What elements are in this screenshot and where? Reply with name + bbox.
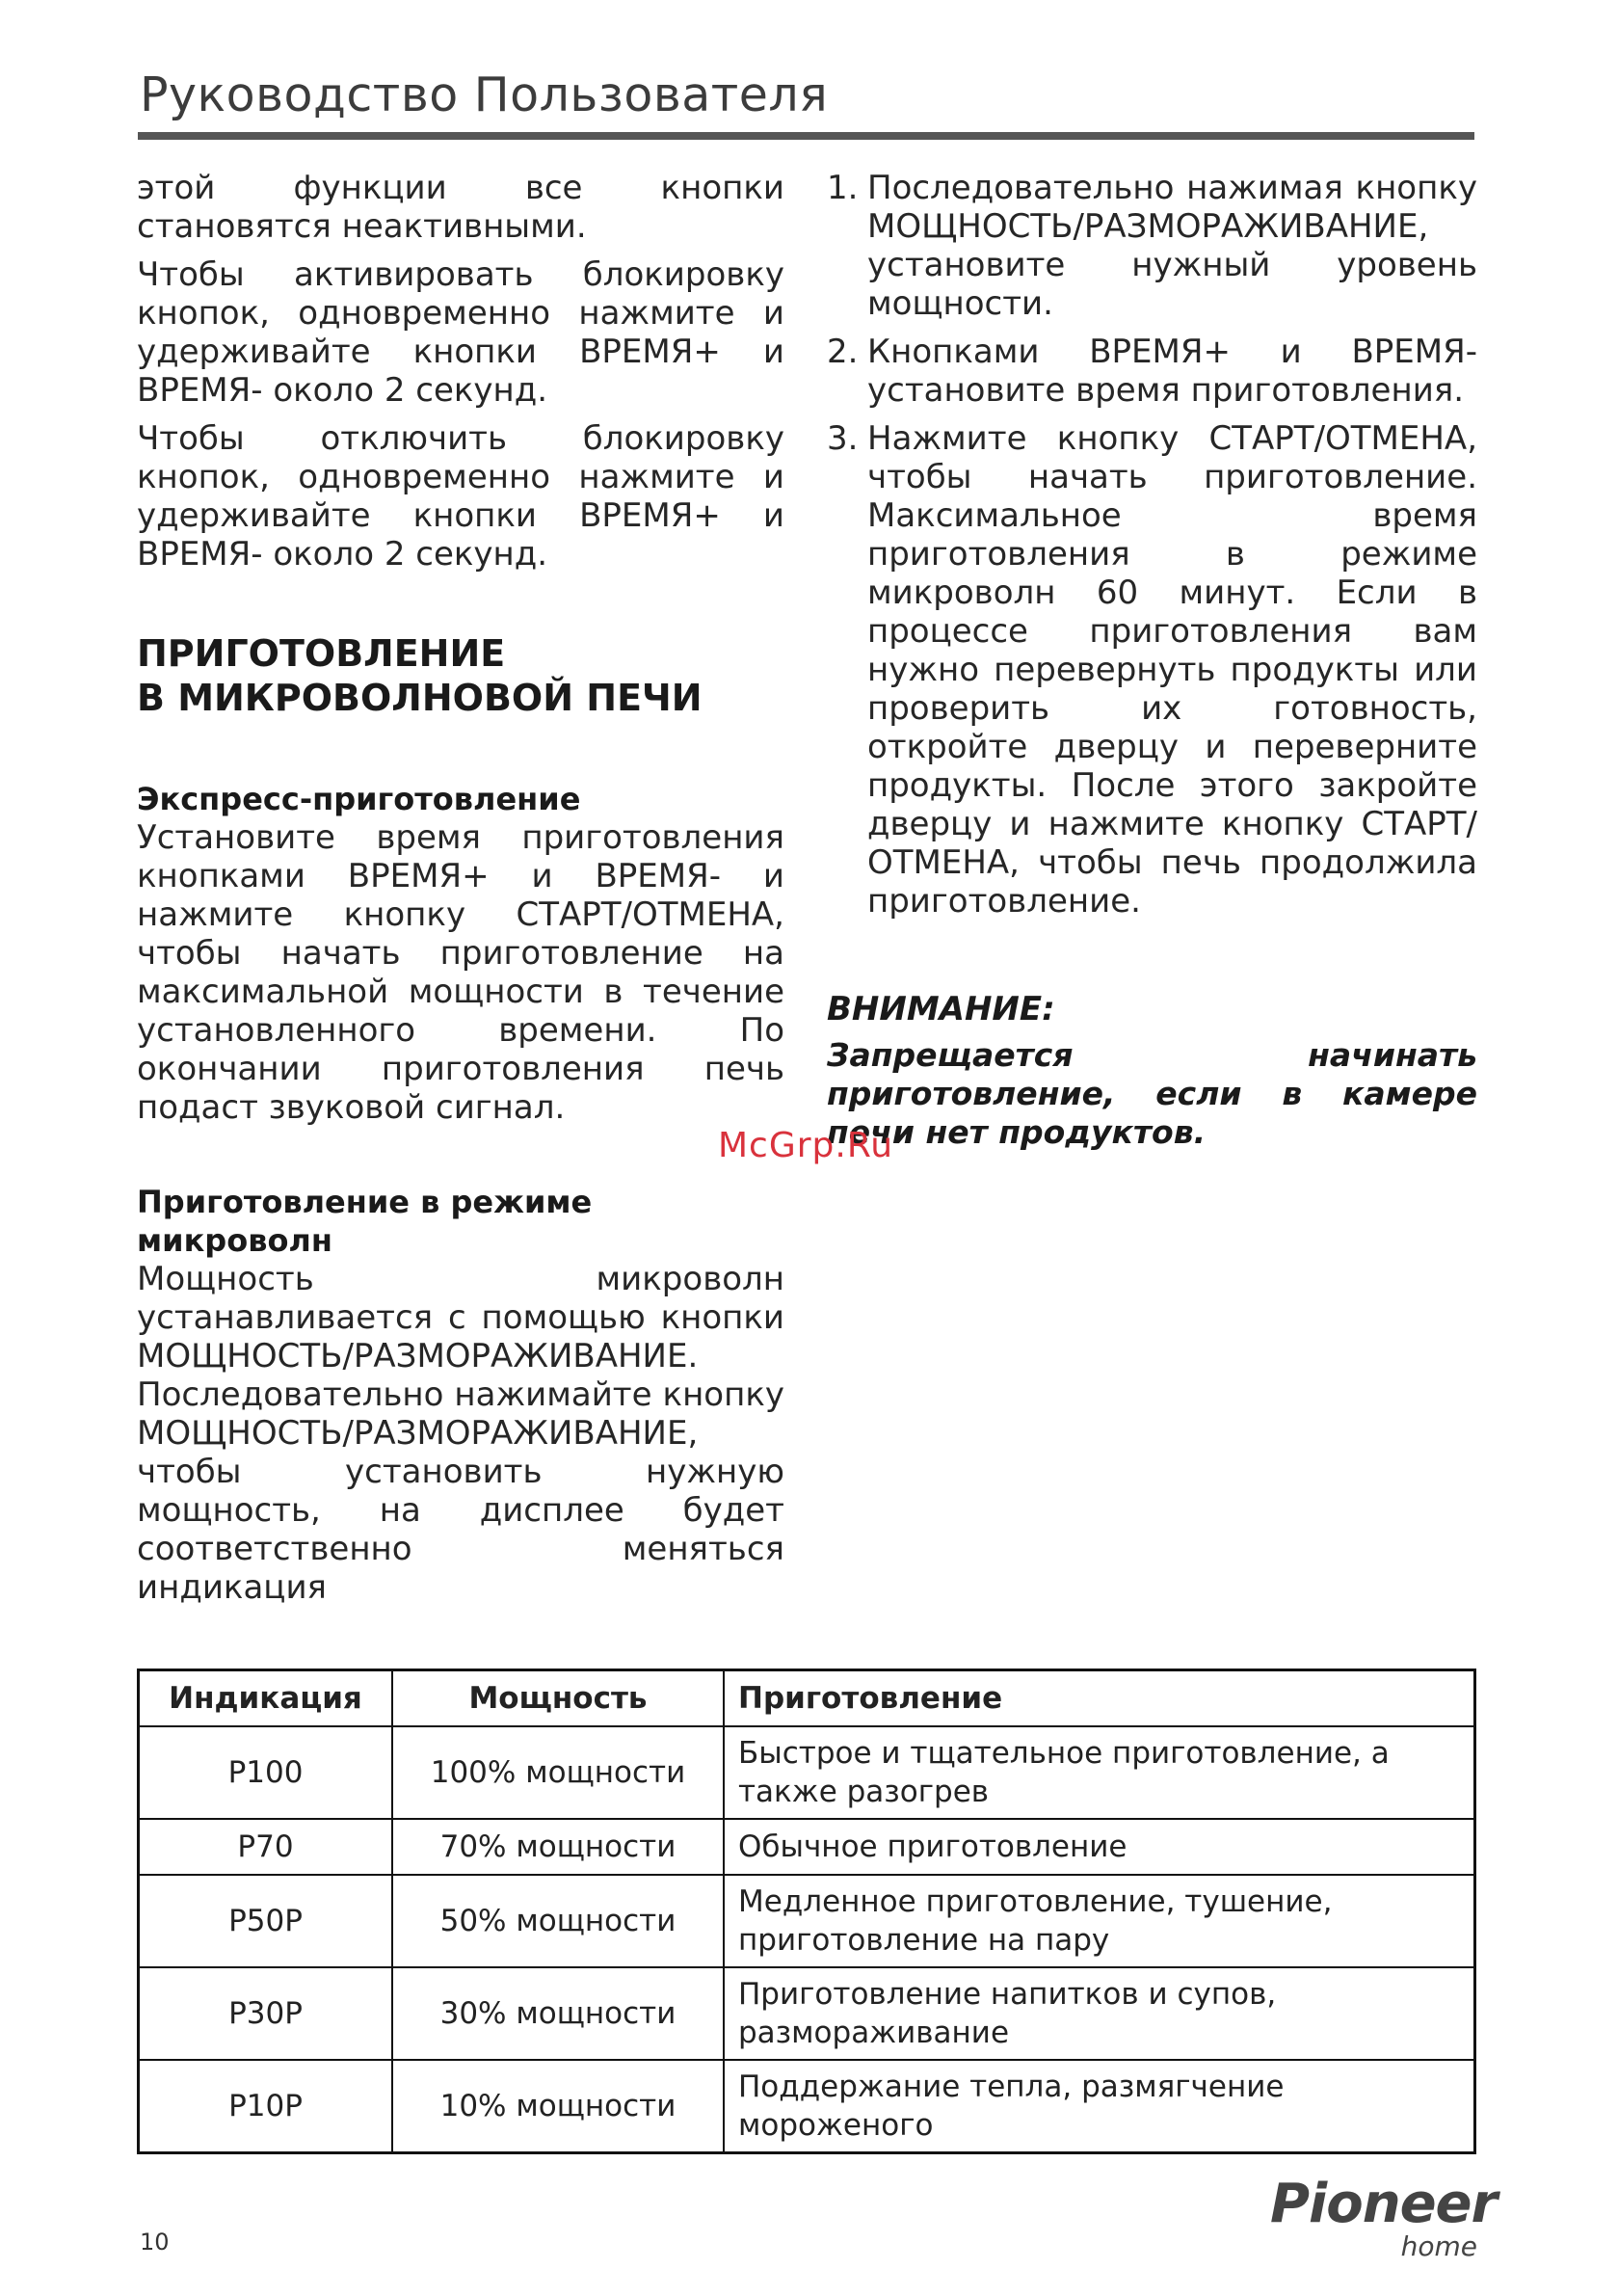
table-row (139, 1726, 1475, 1819)
logo-wordmark: Pioneer (1270, 2173, 1498, 2235)
cell-power: 100% мощности (392, 1726, 724, 1819)
cell-desc: Обычное приготовление (724, 1819, 1475, 1875)
logo-subtitle: home (1400, 2230, 1477, 2262)
step-text: Нажмите кнопку СТАРТ/ОТМЕНА, чтобы начать приготовление. Максимальное время приготовления в режиме микроволн 60 минут. Если в процессе приготовления вам нужно перевернуть продукты или проверить их готовность, откройте дверцу и переверните продукты. После этого закройте дверцу и нажмите кнопку СТАРТ/ОТМЕНА, чтобы печь продолжила приготовление. (867, 419, 1477, 921)
cell-desc: Приготовление напитков и супов, размораживание (724, 1967, 1475, 2060)
page-header-title: Руководство Пользователя (140, 67, 829, 122)
steps-list (827, 169, 1477, 921)
paragraph: этой функции все кнопки становятся неактивными. (137, 169, 784, 246)
page-number: 10 (140, 2229, 170, 2256)
cell-code: P30P (139, 1967, 393, 2060)
watermark-link[interactable]: McGrp.Ru (718, 1126, 894, 1165)
list-item (827, 419, 1477, 921)
cell-desc: Быстрое и тщательное приготовление, а также разогрев (724, 1726, 1475, 1819)
cell-desc: Поддержание тепла, размягчение мороженого (724, 2060, 1475, 2153)
paragraph: Чтобы отключить блокировку кнопок, одновременно нажмите и удерживайте кнопки ВРЕМЯ+ и ВРЕМЯ- около 2 секунд. (137, 419, 784, 574)
cell-power: 70% мощности (392, 1819, 724, 1875)
table-row (139, 1875, 1475, 1967)
step-number: 1. (827, 169, 859, 207)
list-item (827, 333, 1477, 410)
cell-power: 30% мощности (392, 1967, 724, 2060)
list-item (827, 169, 1477, 323)
table-row (139, 1967, 1475, 2060)
cell-code: P70 (139, 1819, 393, 1875)
left-column (137, 169, 784, 1616)
header-indication: Индикация (139, 1670, 393, 1727)
subsection-title-micro: Приготовление в режиме микроволн (137, 1184, 593, 1259)
table-header-row (139, 1670, 1475, 1727)
header-cooking: Приготовление (724, 1670, 1475, 1727)
cell-power: 50% мощности (392, 1875, 724, 1967)
cell-power: 10% мощности (392, 2060, 724, 2153)
micro-text: Мощность микроволн устанавливается с помощью кнопки МОЩНОСТЬ/РАЗМОРАЖИВАНИЕ. Последовательно нажимайте кнопку МОЩНОСТЬ/РАЗМОРАЖИВАНИЕ, чтобы установить нужную мощность, на дисплее будет соответственно меняться индикация (137, 1260, 784, 1607)
brand-logo (1270, 2173, 1498, 2262)
warning-title: ВНИМАНИЕ: (827, 990, 1055, 1028)
section-title: ПРИГОТОВЛЕНИЕ В МИКРОВОЛНОВОЙ ПЕЧИ (137, 632, 703, 719)
header-power: Мощность (392, 1670, 724, 1727)
table-row (139, 1819, 1475, 1875)
cell-code: P50P (139, 1875, 393, 1967)
cell-desc: Медленное приготовление, тушение, приготовление на пару (724, 1875, 1475, 1967)
express-text: Установите время приготовления кнопками ВРЕМЯ+ и ВРЕМЯ- и нажмите кнопку СТАРТ/ОТМЕНА, чтобы начать приготовление на максимальной мощности в течение установленного времени. По окончании приготовления печь подаст звуковой сигнал. (137, 818, 784, 1127)
right-column (827, 169, 1477, 1152)
subsection-title-express: Экспресс-приготовление (137, 781, 581, 817)
step-number: 3. (827, 419, 859, 458)
step-number: 2. (827, 333, 859, 371)
cell-code: P10P (139, 2060, 393, 2153)
header-divider (138, 132, 1474, 140)
paragraph: Чтобы активировать блокировку кнопок, одновременно нажмите и удерживайте кнопки ВРЕМЯ+ и ВРЕМЯ- около 2 секунд. (137, 255, 784, 410)
cell-code: P100 (139, 1726, 393, 1819)
step-text: Кнопками ВРЕМЯ+ и ВРЕМЯ- установите время приготовления. (867, 333, 1477, 410)
table-row (139, 2060, 1475, 2153)
warning-text: Запрещается начинать приготовление, если в камере печи нет продуктов. (827, 1036, 1477, 1151)
step-text: Последовательно нажимая кнопку МОЩНОСТЬ/РАЗМОРАЖИВАНИЕ, установите нужный уровень мощности. (867, 169, 1477, 323)
power-table (137, 1669, 1476, 2154)
